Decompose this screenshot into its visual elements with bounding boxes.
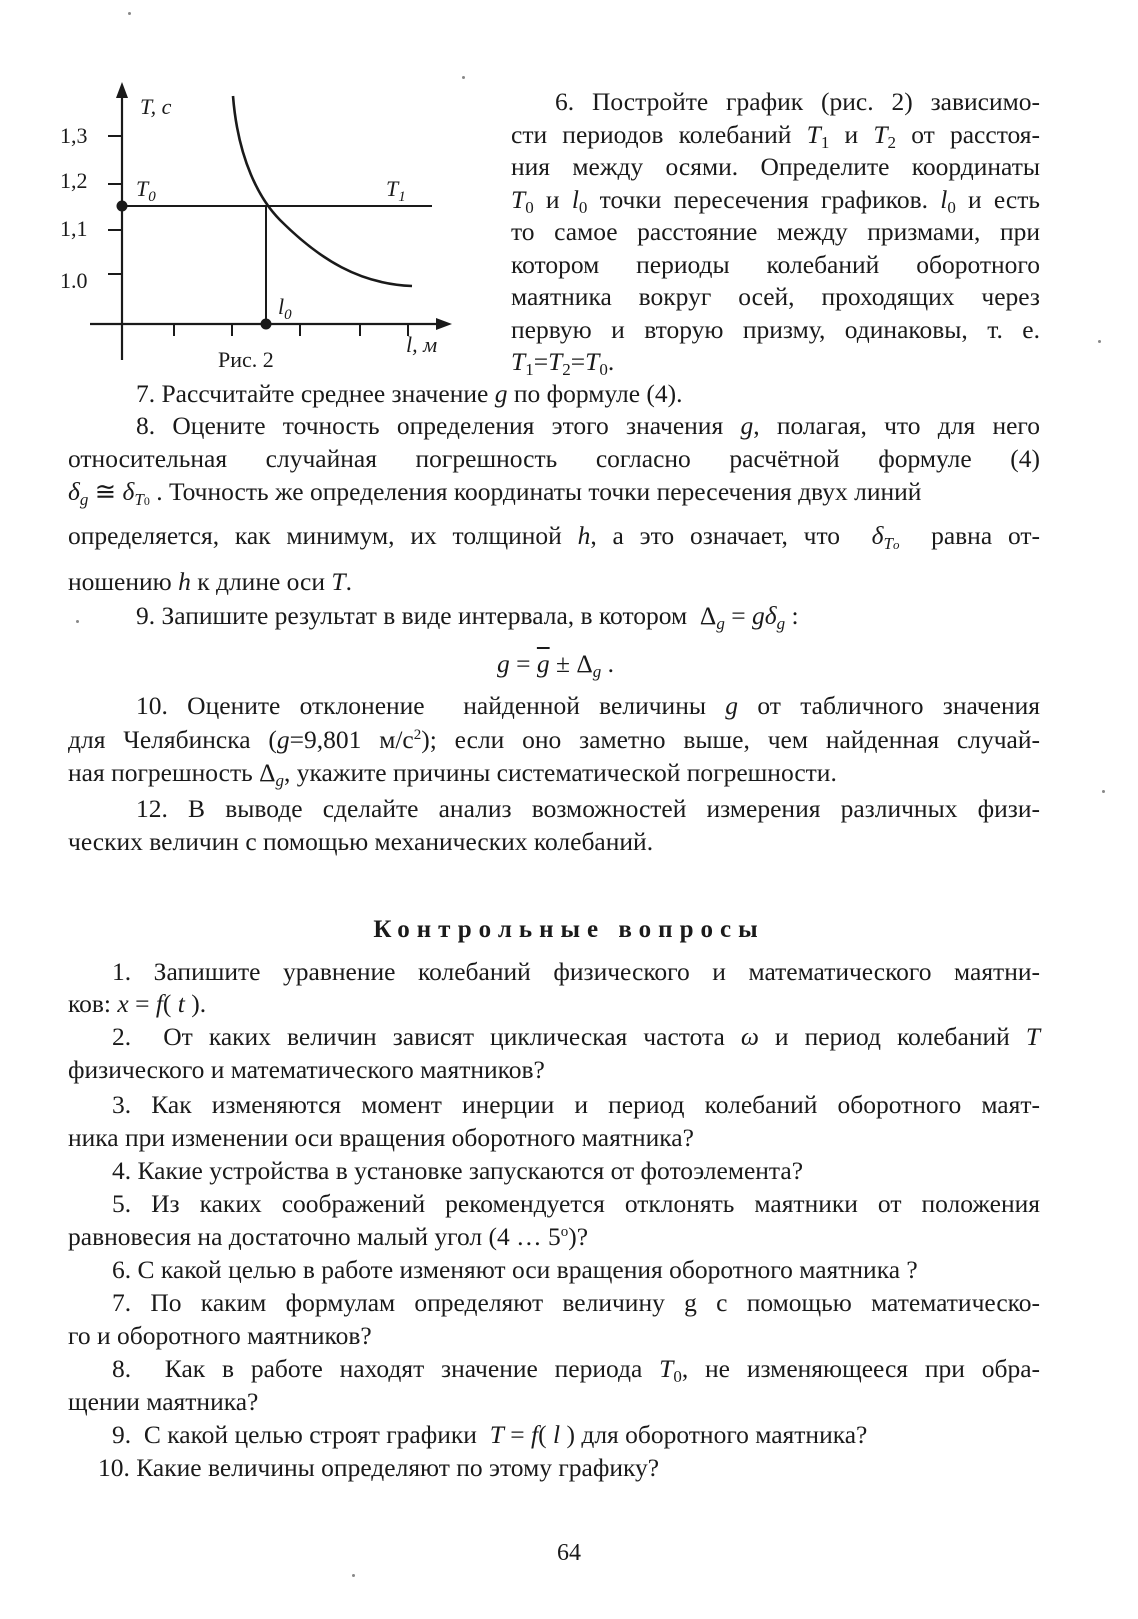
- scan-speck: [1098, 340, 1101, 343]
- page-number: 64: [557, 1540, 581, 1566]
- question-line: 3. Как изменяются момент инерции и период колебаний оборотного маят-: [112, 1090, 1040, 1119]
- x-axis-arrow: [436, 318, 452, 330]
- y-axis-arrow: [116, 82, 128, 98]
- y-tick-label: 1.0: [60, 268, 88, 293]
- item6-line: сти периодов колебаний $T_1$ и $T_2$ от расстоя-: [511, 120, 1040, 152]
- figure-2: [60, 80, 490, 380]
- item8-line: ношению h к длине оси T.: [68, 567, 352, 596]
- item8-line: относительная случайная погрешность согласно расчётной формуле (4): [68, 444, 1040, 473]
- t1-label: $T_1$: [386, 176, 406, 205]
- scan-speck: [462, 76, 465, 79]
- item6-line: первую и вторую призму, одинаковы, т. е.: [511, 315, 1040, 344]
- question-line: ков: x = f( t ).: [68, 989, 207, 1018]
- item10-line: для Челябинска (g=9,801 $м/с^2$); если оно заметно выше, чем найденная случай-: [68, 725, 1040, 754]
- t0-point: [117, 201, 128, 212]
- item6-line: $T_0$ и $l_0$ точки пересечения графиков. $l_0$ и есть: [511, 185, 1040, 217]
- item8-line: 8. Оцените точность определения этого значения g, полагая, что для него: [136, 411, 1040, 440]
- item6-line: ния между осями. Определите координаты: [511, 152, 1040, 181]
- scan-speck: [1102, 790, 1105, 793]
- item6-line: котором периоды колебаний оборотного: [511, 250, 1040, 279]
- question-line: ника при изменении оси вращения оборотного маятника?: [68, 1123, 694, 1152]
- l0-point: [261, 319, 272, 330]
- scan-speck: [128, 12, 131, 15]
- question-line: 10. Какие величины определяют по этому графику?: [98, 1453, 660, 1482]
- question-line: 6. С какой целью в работе изменяют оси вращения оборотного маятника ?: [112, 1255, 918, 1284]
- question-line: 5. Из каких соображений рекомендуется отклонять маятники от положения: [112, 1189, 1040, 1218]
- y-tick-label: 1,2: [60, 168, 88, 193]
- question-line: 4. Какие устройства в установке запускаются от фотоэлемента?: [112, 1156, 804, 1185]
- item8-line: $\delta_g$ ≅ $\delta_{T0}$ . Точность же определения координаты точки пересечения двух линий: [68, 477, 922, 509]
- l0-label: $l_0$: [278, 294, 292, 323]
- item10-line: ная погрешность $\Delta_g$, укажите причины систематической погрешности.: [68, 758, 837, 790]
- question-line: щении маятника?: [68, 1387, 259, 1416]
- figure-caption: Рис. 2: [218, 347, 274, 372]
- scan-speck: [76, 620, 79, 623]
- question-line: 2. От каких величин зависят циклическая частота ω и период колебаний T: [112, 1022, 1040, 1051]
- item6-line: то самое расстояние между призмами, при: [511, 217, 1040, 246]
- y-axis-label: T, c: [140, 94, 172, 119]
- item12-line: 12. В выводе сделайте анализ возможностей измерения различных физи-: [136, 794, 1040, 823]
- item7: 7. Рассчитайте среднее значение g по формуле (4).: [136, 379, 683, 408]
- item9-line: 9. Запишите результат в виде интервала, в котором $\Delta_g = g\delta_g$ :: [136, 601, 799, 633]
- question-line: равновесия на достаточно малый угол (4 … $5^о$)?: [68, 1222, 589, 1251]
- question-line: 9. С какой целью строят графики T = f( l ) для оборотного маятника?: [112, 1420, 868, 1449]
- section-heading: Контрольные вопросы: [373, 916, 765, 943]
- item6-line: маятника вокруг осей, проходящих через: [511, 282, 1040, 311]
- item8-line: определяется, как минимум, их толщиной h, а это означает, что $\delta_{To}$ равна от-: [68, 521, 1040, 553]
- item10-line: 10. Оцените отклонение найденной величины g от табличного значения: [136, 691, 1040, 720]
- period-graph: [60, 80, 490, 380]
- scan-speck: [352, 1574, 355, 1577]
- item12-line: ческих величин с помощью механических колебаний.: [68, 827, 654, 856]
- question-line: физического и математического маятников?: [68, 1055, 545, 1084]
- x-axis-label: l, м: [406, 332, 438, 357]
- t0-label: $T_0$: [136, 176, 156, 205]
- y-tick-label: 1,1: [60, 216, 88, 241]
- item6-line: $T_1=T_2=T_0$.: [511, 347, 615, 379]
- question-line: 7. По каким формулам определяют величину g с помощью математическо-: [112, 1288, 1040, 1317]
- question-line: го и оборотного маятников?: [68, 1321, 372, 1350]
- y-tick-label: 1,3: [60, 123, 88, 148]
- question-line: 8. Как в работе находят значение периода $T_0$, не изменяющееся при обра-: [112, 1354, 1040, 1386]
- item9-formula: $g = \overline{g} \pm \Delta_g$ .: [497, 649, 615, 681]
- question-line: 1. Запишите уравнение колебаний физического и математического маятни-: [112, 957, 1040, 986]
- item6-line: 6. Постройте график (рис. 2) зависимо-: [555, 87, 1040, 116]
